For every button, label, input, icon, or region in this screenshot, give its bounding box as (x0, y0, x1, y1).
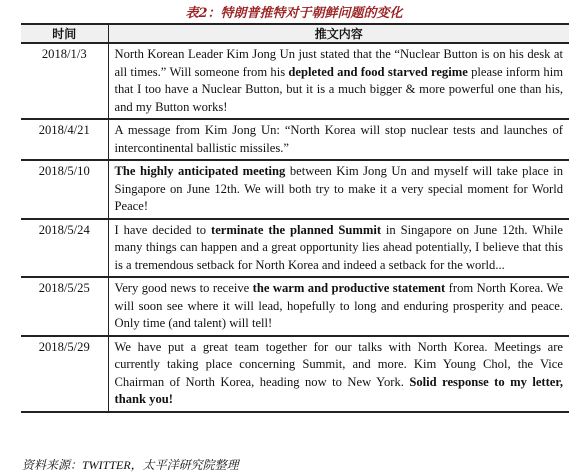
tweet-bold-segment: depleted and food starved regime (288, 64, 468, 79)
row-date: 2018/1/3 (21, 43, 108, 119)
table-row (21, 43, 569, 119)
table-row (21, 219, 569, 278)
row-tweet (108, 160, 569, 219)
source-note: 资料来源：TWITTER，太平洋研究院整理 (22, 458, 239, 472)
tweet-bold-segment: the warm and productive statement (252, 281, 446, 295)
tweet-segment: please inform him that I too have a Nuclear Button, but it is a much bigger & more powerful one than his, and my Button works! (114, 64, 563, 114)
tweet-segment: Very good news to receive (114, 281, 253, 295)
header-date: 时间 (21, 24, 108, 43)
row-tweet (108, 219, 569, 278)
row-tweet (108, 336, 569, 412)
tweet-bold-segment: The highly anticipated meeting (114, 164, 286, 178)
table-row (21, 277, 569, 336)
tweets-table (21, 23, 569, 413)
row-date: 2018/5/10 (21, 160, 108, 219)
row-date: 2018/4/21 (21, 119, 108, 160)
tweet-bold-segment: terminate the planned Summit (211, 222, 382, 237)
row-date: 2018/5/29 (21, 336, 108, 412)
tweet-segment: North Korean Leader Kim Jong Un just stated that the “Nuclear Button is on his desk at all times.” Will someone from his (114, 47, 563, 79)
tweet-segment: between Kim Jong Un and myself will take place in Singapore on June 12th. We will both try to make it a very special moment for World Peace! (114, 164, 564, 213)
row-tweet (108, 277, 569, 336)
header-content: 推文内容 (108, 24, 569, 43)
row-date: 2018/5/25 (21, 277, 108, 336)
tweet-segment: I have decided to (114, 222, 212, 237)
table-caption: 表2：特朗普推特对于朝鲜问题的变化 (185, 6, 403, 21)
tweet-segment: in Singapore on June 12th. While many things can happen and a great opportunity lies ahead potentially, I believe that this is a tremendous setback for North Korea and indeed a setback for the world... (114, 222, 564, 272)
table-row (21, 119, 569, 160)
row-tweet (108, 119, 569, 160)
tweet-segment: We have put a great team together for our talks with North Korea. Meetings are currently taking place concerning Summit, and more. Kim Young Chol, the Vice Chairman of North Korea, heading now to New York. (114, 339, 563, 389)
row-date: 2018/5/24 (21, 219, 108, 278)
table-body (21, 43, 569, 412)
table-row (21, 160, 569, 219)
tweet-segment: A message from Kim Jong Un: “North Korea will stop nuclear tests and launches of intercontinental ballistic missiles.” (114, 123, 563, 155)
tweet-bold-segment: Solid response to my letter, thank you! (114, 374, 563, 406)
row-tweet (108, 43, 569, 119)
table-header-row (21, 24, 569, 43)
table-row (21, 336, 569, 412)
tweet-segment: from North Korea. We will soon see where it will lead, hopefully to long and enduring prosperity and peace. Only time (and talent) will tell! (114, 281, 563, 330)
